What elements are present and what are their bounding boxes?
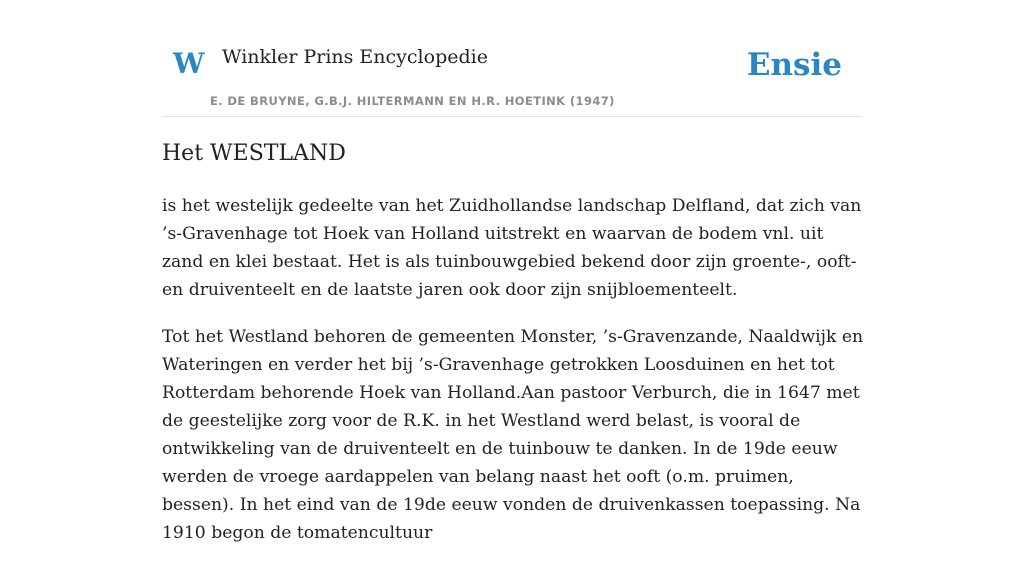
page-header xyxy=(162,0,862,117)
article-paragraph: Tot het Westland behoren de gemeenten Monster, ’s-Gravenzande, Naaldwijk en Wateringen en verder het bij ’s-Gravenhage getrokken Loosduinen en het tot Rotterdam behorende Hoek van Holland.Aan pastoor Verburch, die in 1647 met de geestelijke zorg voor de R.K. in het Westland werd belast, is vooral de ontwikkeling van de druiventeelt en de tuinbouw te danken. In de 19de eeuw werden de vroege aardappelen van belang naast het ooft (o.m. pruimen, bessen). In het eind van de 19de eeuw vonden de druivenkassen toepassing. Na 1910 begon de tomatencultuur xyxy=(162,327,864,543)
publication-logo[interactable]: W xyxy=(173,47,205,80)
article-paragraph: is het westelijk gedeelte van het Zuidhollandse landschap Delfland, dat zich van ’s-Gravenhage tot Hoek van Holland uitstrekt en waarvan de bodem vnl. uit zand en klei bestaat. Het is als tuinbouwgebied bekend door zijn groente-, ooft- en druiventeelt en de laatste jaren ook door zijn snijbloementeelt. xyxy=(162,196,862,300)
article-body xyxy=(162,192,866,566)
publication-authors: E. DE BRUYNE, G.B.J. HILTERMANN EN H.R. HOETINK (1947) xyxy=(210,94,615,108)
article-title: Het WESTLAND xyxy=(162,141,346,166)
publication-title[interactable]: Winkler Prins Encyclopedie xyxy=(222,46,488,68)
brand-logo[interactable]: Ensie xyxy=(746,47,842,83)
